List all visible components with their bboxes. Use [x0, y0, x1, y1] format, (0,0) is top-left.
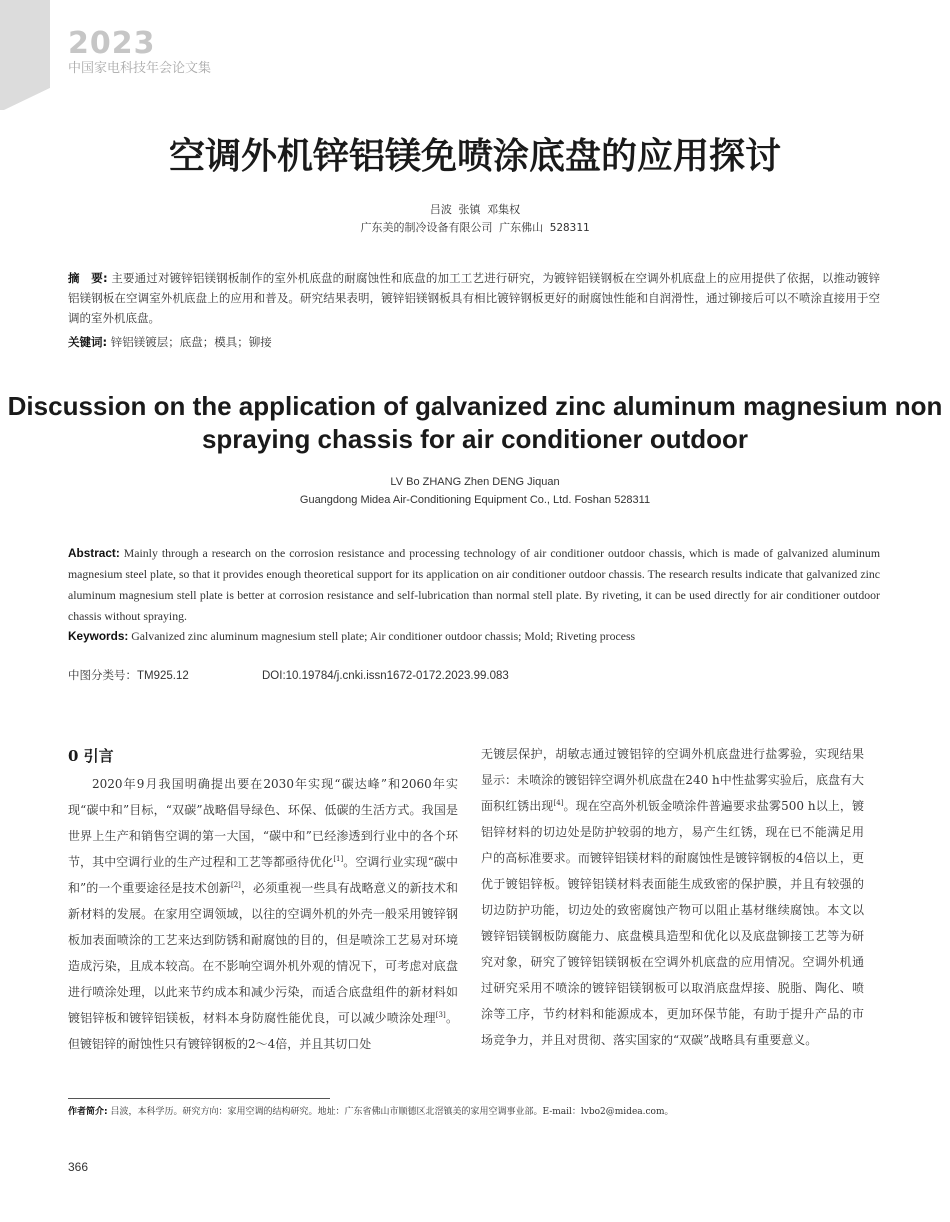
keywords-english-text: Galvanized zinc aluminum magnesium stell plate; Air conditioner outdoor chassis; Mold; Riveting process [128, 629, 636, 643]
body-text: ，必须重视一些具有战略意义的新技术和新材料的发展。在家用空调领域，以往的空调外机的外壳一般采用镀锌钢板加表面喷涂的工艺来达到防锈和耐腐蚀的目的，但是喷涂工艺易对环境造成污染，且成本较高。在不影响空调外机外观的情况下，可考虑对底盘进行喷涂处理，以此来节约成本和减少污染，而适合底盘组件的新材料如镀铝锌板和镀锌铝镁板，材料本身防腐性能优良，可以减少喷涂处理 [68, 881, 458, 1025]
body-text: 。现在空高外机钣金喷涂件普遍要求盐雾500 h以上，镀铝锌材料的切边处是防护较弱的地方，易产生红锈，现在已不能满足用户的高标准要求。而镀锌铝镁材料的耐腐蚀性是镀锌钢板的4倍以上，更优于镀铝锌板。镀锌铝镁材料表面能生成致密的保护膜，并且有较强的切边防护功能，切边处的致密腐蚀产物可以阻止基材继续腐蚀。本文以镀锌铝镁钢板防腐能力、底盘模具造型和优化以及底盘铆接工艺等为研究对象，研究了镀锌铝镁钢板在空调外机底盘的应用情况。空调外机通过研究采用不喷涂的镀锌铝镁钢板可以取消底盘焊接、脱脂、陶化、喷涂等工序，节约材料和能源成本，更加环保节能，有助于提升产品的市场竞争力，并且对贯彻、落实国家的“双碳”战略具有重要意义。 [481, 799, 864, 1047]
body-text: 。但镀铝锌的耐蚀性只有镀锌钢板的2～4倍，并且其切口处 [68, 1011, 458, 1051]
body-text: 2020年9月我国明确提出要在2030年实现“碳达峰”和2060年实现“碳中和”目标，“双碳”战略倡导绿色、环保、低碳的生活方式。我国是世界上生产和销售空调的第一大国，“碳中和”已经渗透到行业中的各个环节，其中空调行业的生产过程和工艺等都亟待优化 [68, 777, 458, 869]
affiliation-english: Guangdong Midea Air-Conditioning Equipment Co., Ltd. Foshan 528311 [299, 494, 651, 506]
classification-number: 中图分类号：TM925.12 [68, 670, 189, 682]
body-text: 。空调行业实现“碳中和”的一个重要途径是技术创新 [68, 855, 458, 895]
author-footnote [68, 1105, 880, 1119]
citation-ref: [3] [435, 1011, 446, 1019]
citation-ref: [2] [230, 881, 241, 889]
citation-ref: [4] [553, 799, 564, 807]
abstract-chinese-text: 主要通过对镀锌铝镁钢板制作的室外机底盘的耐腐蚀性和底盘的加工工艺进行研究，为镀锌铝镁钢板在空调外机底盘上的应用提供了依据，以推动镀锌铝镁钢板在空调室外机底盘上的应用和普及。研究结果表明，镀锌铝镁钢板具有相比镀锌钢板更好的耐腐蚀性能和自润滑性，通过铆接后可以不喷涂直接用于空调的室外机底盘。 [68, 271, 880, 325]
keywords-chinese [68, 332, 880, 352]
abstract-chinese [68, 268, 880, 328]
body-column-left [68, 741, 458, 1057]
header-collection: 中国家电科技年会论文集 [68, 61, 212, 76]
keywords-chinese-text: 锌铝镁镀层；底盘；模具；铆接 [107, 335, 272, 349]
abstract-english-text: Mainly through a research on the corrosion resistance and processing technology of air conditioner outdoor chassis, which is made of galvanized aluminum magnesium steel plate, so that it provides enough theoretical support for its application on air conditioner outdoor chassis. The research results indicate that galvanized zinc aluminum magnesium stell plate is better at corrosion resistance and self-lubrication than normal stell plate. By riveting, it can be used directly for air conditioner outdoor chassis without spraying. [68, 546, 880, 623]
body-text: 无镀层保护，胡敏志通过镀铝锌的空调外机底盘进行盐雾验，实现结果显示：未喷涂的镀铝锌空调外机底盘在240 h中性盐雾实验后，底盘有大面积红锈出现 [481, 747, 864, 813]
header-year: 2023 [68, 26, 156, 61]
footnote-label: 作者简介: [68, 1107, 108, 1117]
footnote-divider [68, 1098, 330, 1099]
keywords-chinese-label: 关键词: [68, 335, 108, 349]
doi: DOI:10.19784/j.cnki.issn1672-0172.2023.99.083 [262, 670, 509, 682]
title-english: Discussion on the application of galvanized zinc aluminum magnesium non spraying chassis for air conditioner outdoor [7, 391, 943, 454]
affiliation-chinese: 广东美的制冷设备有限公司 广东佛山 528311 [360, 221, 590, 234]
body-paragraph-left [68, 771, 458, 1057]
authors-chinese: 吕波 张镇 邓集权 [429, 203, 521, 216]
title-chinese: 空调外机锌铝镁免喷涂底盘的应用探讨 [168, 136, 781, 177]
section-heading: 0 引言 [68, 747, 114, 765]
keywords-english [68, 627, 880, 645]
citation-ref: [1] [333, 855, 344, 863]
body-column-right [481, 741, 864, 1053]
footnote-text: 吕波，本科学历。研究方向：家用空调的结构研究。地址：广东省佛山市顺德区北滘镇美的家用空调事业部。E-mail：lvbo2@midea.com。 [107, 1107, 674, 1117]
abstract-english [68, 543, 880, 627]
abstract-chinese-label: 摘 要: [68, 271, 108, 285]
page-corner-decoration [0, 0, 50, 110]
keywords-english-label: Keywords: [68, 629, 129, 643]
authors-english: LV Bo ZHANG Zhen DENG Jiquan [390, 476, 560, 488]
abstract-english-label: Abstract: [68, 546, 120, 560]
body-paragraph-right [481, 741, 864, 1053]
page-number: 366 [68, 1160, 89, 1174]
